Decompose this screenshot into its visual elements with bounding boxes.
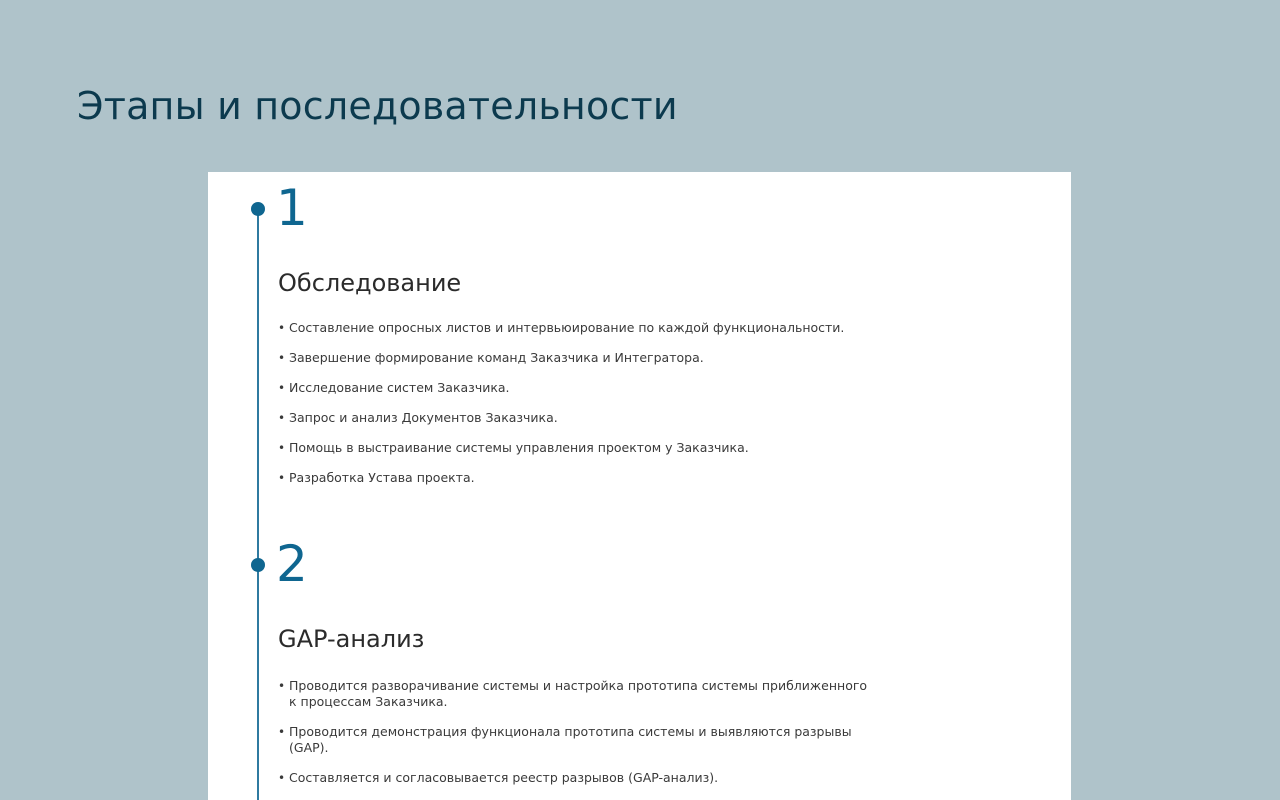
bullet-icon: • (278, 411, 286, 425)
stage-title: Обследование (278, 269, 462, 297)
list-item (278, 678, 878, 710)
stage-number: 1 (276, 179, 308, 237)
list-item-text: Исследование систем Заказчика. (289, 380, 510, 395)
bullet-icon: • (278, 441, 286, 455)
stage-item-list (278, 678, 878, 800)
timeline-line (257, 209, 259, 800)
stage-item-list (278, 320, 918, 500)
list-item-text: Разработка Устава проекта. (289, 470, 475, 485)
list-item (278, 380, 918, 396)
bullet-icon: • (278, 321, 286, 335)
document-panel (208, 172, 1071, 800)
list-item (278, 724, 878, 756)
list-item-text: Завершение формирование команд Заказчика и Интегратора. (289, 350, 704, 365)
list-item (278, 470, 918, 486)
list-item-text: Составление опросных листов и интервьюирование по каждой функциональности. (289, 320, 845, 335)
bullet-icon: • (278, 381, 286, 395)
list-item (278, 770, 878, 786)
timeline-dot (251, 202, 265, 216)
list-item-text: Запрос и анализ Документов Заказчика. (289, 410, 558, 425)
bullet-icon: • (278, 351, 286, 365)
list-item (278, 410, 918, 426)
bullet-icon: • (278, 471, 286, 485)
stage-title: GAP-анализ (278, 625, 425, 653)
list-item (278, 440, 918, 456)
list-item-text: Составляется и согласовывается реестр разрывов (GAP-анализ). (289, 770, 719, 785)
list-item-text: Проводится разворачивание системы и настройка прототипа системы приближенного к процессам Заказчика. (289, 678, 868, 709)
stage-number: 2 (276, 535, 308, 593)
timeline-dot (251, 558, 265, 572)
list-item-text: Помощь в выстраивание системы управления проектом у Заказчика. (289, 440, 749, 455)
list-item (278, 350, 918, 366)
bullet-icon: • (278, 725, 286, 739)
list-item (278, 320, 918, 336)
list-item-text: Проводится демонстрация функционала прототипа системы и выявляются разрывы (GAP). (289, 724, 852, 755)
page-title: Этапы и последовательности (77, 84, 678, 128)
bullet-icon: • (278, 771, 286, 785)
bullet-icon: • (278, 679, 286, 693)
